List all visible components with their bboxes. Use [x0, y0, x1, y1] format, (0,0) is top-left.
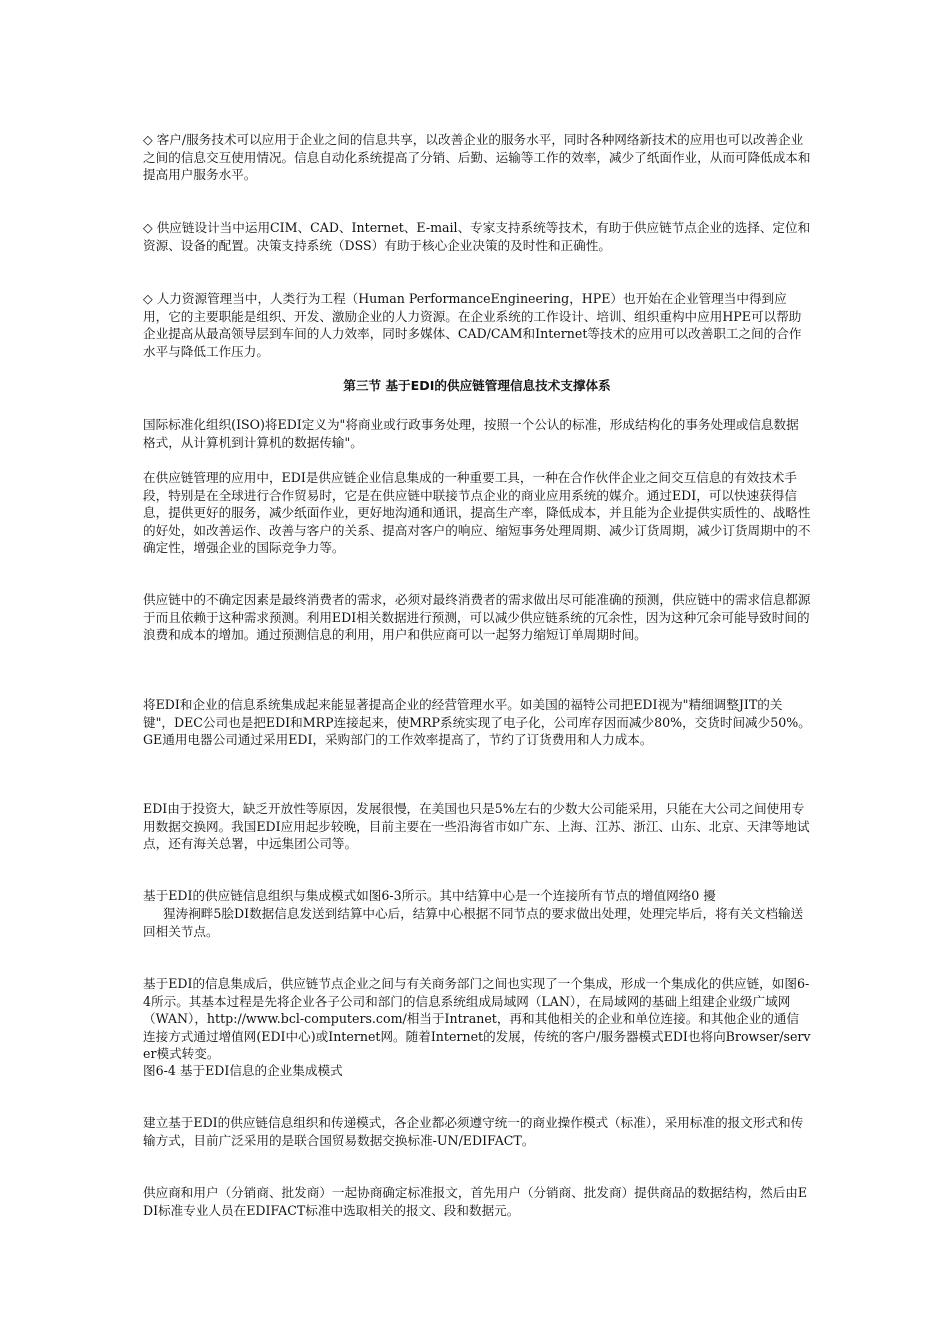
paragraph-suppliers-users: 供应商和用户（分销商、批发商）一起协商确定标准报文，首先用户（分销商、批发商）提供商品的数据结构，然后由EDI标准专业人员在EDIFACT标准中选取相关的报文、段和数据元。 [143, 1185, 808, 1218]
paragraph-edi-integration: 将EDI和企业的信息系统集成起来能显著提高企业的经营管理水平。如美国的福特公司把EDI视为"精细调整JIT的关键"，DEC公司也是把EDI和MRP连接起来，使MRP系统实现了电子化，公司库存因而减少80%，交货时间减少50%。GE通用电器公司通过采用EDI，采购部门的工作效率提高了，节约了订货费用和人力成本。 [143, 697, 811, 747]
bullet-paragraph-human-resources: ◇ 人力资源管理当中，人类行为工程（Human PerformanceEngineering，HPE）也开始在企业管理当中得到应用，它的主要职能是组织、开发、激励企业的人力资源。在企业系统的工作设计、培训、组织重构中应用HPE可以帮助企业提高从最高领导层到车间的人力效率，同时多媒体、CAD/CAM和Internet等技术的应用可以改善职工之间的合作水平与降低工作压力。 [143, 291, 802, 359]
bullet-paragraph-client-server: ◇ 客户/服务技术可以应用于企业之间的信息共享，以改善企业的服务水平，同时各种网络新技术的应用也可以改善企业之间的信息交互使用情况。信息自动化系统提高了分销、后勤、运输等工作的效率，减少了纸面作业，从而可降低成本和提高用户服务水平。 [143, 132, 811, 182]
paragraph-edi-model-line2: 猩涛裥畔5脍DI数据信息发送到结算中心后，结算中心根据不同节点的要求做出处理，处理完毕后，将有关文档输送回相关节点。 [143, 906, 804, 939]
paragraph-edi-application: 在供应链管理的应用中，EDI是供应链企业信息集成的一种重要工具，一种在合作伙伴企业之间交互信息的有效技术手段，特别是在全球进行合作贸易时，它是在供应链中联接节点企业的商业应用系统的媒介。通过EDI，可以快速获得信息，提供更好的服务，减少纸面作业，更好地沟通和通讯，提高生产率，降低成本，并且能为企业提供实质性的、战略性的好处，如改善运作、改善与客户的关系、提高对客户的响应、缩短事务处理周期、减少订货周期，减少订货周期中的不确定性，增强企业的国际竞争力等。 [143, 470, 811, 555]
paragraph-edi-integration-process: 基于EDI的信息集成后，供应链节点企业之间与有关商务部门之间也实现了一个集成，形成一个集成化的供应链，如图6-4所示。其基本过程是先将企业各子公司和部门的信息系统组成局域网（LAN），在局域网的基础上组建企业级广域网（WAN），http://www.bcl-computers.com/相当于Intranet，再和其他相关的企业和单位连接。和其他企业的通信连接方式通过增值网(EDI中心)或Internet网。随着Internet的发展，传统的客户/服务器模式EDI也将向Browser/server模式转变。 [143, 976, 811, 1061]
paragraph-edi-investment: EDI由于投资大，缺乏开放性等原因，发展很慢，在美国也只是5%左右的少数大公司能采用，只能在大公司之间使用专用数据交换网。我国EDI应用起步较晚，目前主要在一些沿海省市如广东、上海、江苏、浙江、山东、北京、天津等地试点，还有海关总署，中远集团公司等。 [143, 801, 810, 851]
paragraph-uncertainty: 供应链中的不确定因素是最终消费者的需求，必须对最终消费者的需求做出尽可能准确的预测，供应链中的需求信息都源于而且依赖于这种需求预测。利用EDI相关数据进行预测，可以减少供应链系统的冗余性，因为这种冗余可能导致时间的浪费和成本的增加。通过预测信息的利用，用户和供应商可以一起努力缩短订单周期时间。 [143, 592, 811, 642]
paragraph-standards: 建立基于EDI的供应链信息组织和传递模式，各企业都必须遵守统一的商业操作模式（标准），采用标准的报文形式和传输方式，目前广泛采用的是联合国贸易数据交换标准-UN/EDIFACT。 [143, 1115, 804, 1148]
paragraph-iso-edi-definition: 国际标准化组织(ISO)将EDI定义为"将商业或行政事务处理，按照一个公认的标准，形成结构化的事务处理或信息数据格式，从计算机到计算机的数据传输"。 [143, 417, 799, 450]
paragraph-edi-model-line1: 基于EDI的供应链信息组织与集成模式如图6-3所示。其中结算中心是一个连接所有节点的增值网络0 擾 [143, 888, 716, 903]
section-heading: 第三节 基于EDI的供应链管理信息技术支撑体系 [343, 378, 611, 393]
figure-caption: 图6-4 基于EDI信息的企业集成模式 [143, 1063, 343, 1078]
bullet-paragraph-supply-chain-design: ◇ 供应链设计当中运用CIM、CAD、Internet、E-mail、专家支持系统等技术，有助于供应链节点企业的选择、定位和资源、设备的配置。决策支持系统（DSS）有助于核心企业决策的及时性和正确性。 [143, 220, 811, 253]
